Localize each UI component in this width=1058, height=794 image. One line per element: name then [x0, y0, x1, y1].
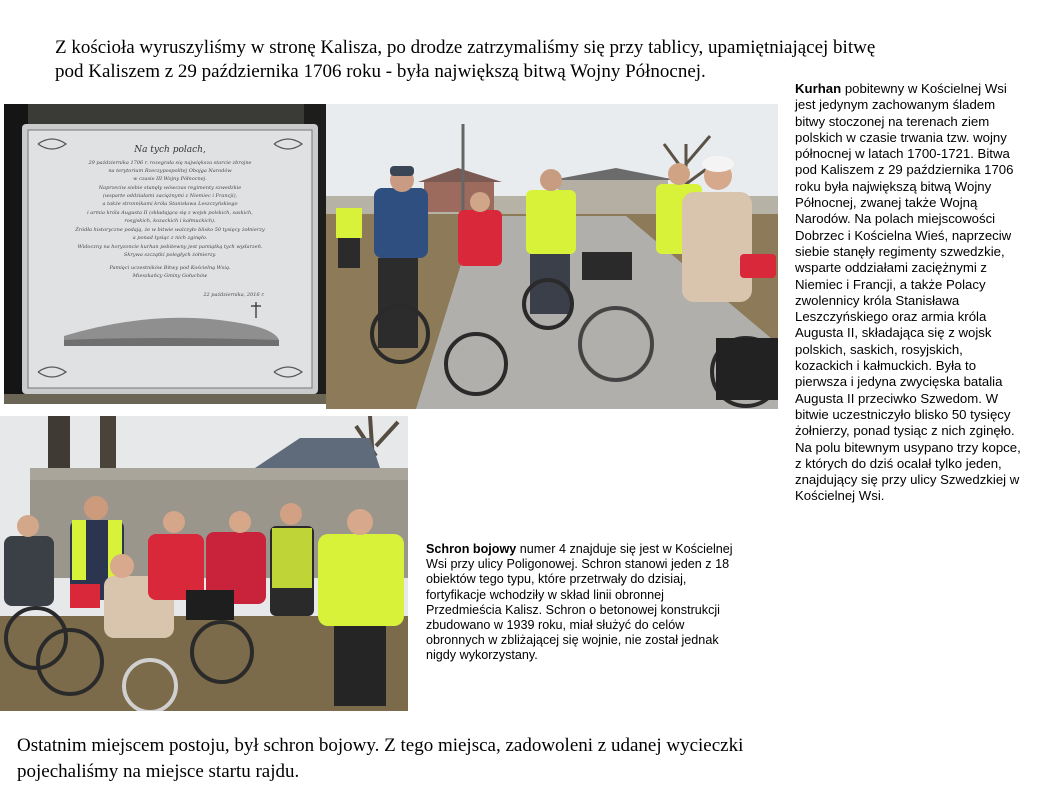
- plaque-line: 29 października 1706 r. rozegrała się największa starcie zbrojne: [88, 160, 252, 166]
- outro-text: [17, 733, 1037, 785]
- schron-text: numer 4 znajduje się jest w Kościelnej Wsi przy ulicy Poligonowej. Schron stanowi jeden z 18 obiektów tego typu, które przetrwały do dzisiaj, fortyfikacje wchodziły w skład linii obronnej Przedmieścia Kalisz. Schron o betonowej konstrukcji zbudowano w 1939 roku, miał służyć do celów obronnych w zbliżającej się wojnie, nie został jednak nigdy wykorzystany.: [426, 542, 733, 663]
- outro-line-2: pojechaliśmy na miejsce startu rajdu.: [17, 761, 300, 782]
- photo-cyclists-road: [326, 104, 778, 409]
- plaque-line: Źródła historyczne podają, że w bitwie walczyło blisko 50 tysięcy żołnierzy: [75, 227, 265, 233]
- intro-line-1: Z kościoła wyruszyliśmy w stronę Kalisza, po drodze zatrzymaliśmy się przy tablicy, upamiętniającej bitwę: [55, 37, 876, 58]
- photo-memorial-plaque: [4, 104, 326, 404]
- plaque-line: Mieszkańcy Gminy Gołuchów: [132, 273, 208, 279]
- plaque-line: Naprzeciw siebie stanęły wówczas regimenty szwedzkie: [98, 185, 242, 191]
- plaque-line: i armia króla Augusta II (składająca się z wojsk polskich, saskich,: [87, 210, 253, 216]
- photo-group-bunker: [0, 416, 408, 711]
- plaque-line: (wsparte oddziałami zaciężnymi z Niemiec i Francji),: [102, 193, 238, 199]
- plaque-line: Widoczny na horyzoncie kurhan pobitewny jest pamiątką tych wydarzeń.: [77, 244, 263, 250]
- intro-text: [55, 36, 995, 84]
- plaque-line: rosyjskich, kozackich i kałmuckich).: [124, 218, 216, 224]
- plaque-line: w czasie III Wojny Północnej.: [133, 176, 207, 182]
- plaque-line: Skrywa szczątki poległych żołnierzy.: [123, 252, 217, 258]
- plaque-line: Pamięci uczestników Bitwy pod Kościelną Wsią.: [109, 265, 231, 271]
- kurhan-description: [795, 81, 1023, 505]
- outro-line-1: Ostatnim miejscem postoju, był schron bojowy. Z tego miejsca, zadowoleni z udanej wycieczki: [17, 735, 744, 756]
- kurhan-text: pobitewny w Kościelnej Wsi jest jedynym zachowanym śladem bitwy stoczonej na terenach ziem polskich w czasie trwania tzw. wojny północnej w latach 1700-1721. Bitwa pod Kaliszem z 29 października 1706 roku była największą bitwą Wojny Północnej, zwanej także Wojną Narodów. Na polach miejscowości Dobrzec i Kościelna Wieś, naprzeciw siebie stanęły regimenty szwedzkie, wsparte oddziałami zaciężnymi z Niemiec i Francji, a także Polacy zwolennicy króla Stanisława Leszczyńskiego oraz armia króla Augusta II, składająca się z wojsk polskich, saskich, rosyjskich, kozackich i kałmuckich. Była to pierwsza i jedyna zwycięska batalia Augusta II przeciwko Szwedom. W bitwie uczestniczyło blisko 50 tysięcy żołnierzy, ponad tysiąc z nich zginęło. Na polu bitewnym usypano trzy kopce, z których do dziś ocalał tylko jeden, znajdujący się przy ulicy Szwedzkiej w Kościelnej Wsi.: [795, 81, 1021, 504]
- kurhan-title: Kurhan: [795, 81, 842, 96]
- plaque-line: na terytorium Rzeczypospolitej Obojga Narodów: [108, 168, 232, 174]
- plaque-line: a także stronnikami króla Stanisława Leszczyńskiego: [102, 201, 238, 207]
- plaque-title: Na tych polach,: [134, 145, 206, 155]
- schron-title: Schron bojowy: [426, 542, 517, 556]
- schron-description: [426, 542, 742, 664]
- plaque-date: 22 października, 2016 r.: [203, 292, 265, 298]
- plaque-line: a ponad tysiąc z nich zginęło.: [132, 235, 208, 241]
- intro-line-2: pod Kaliszem z 29 października 1706 roku - była największą bitwą Wojny Północnej.: [55, 61, 706, 82]
